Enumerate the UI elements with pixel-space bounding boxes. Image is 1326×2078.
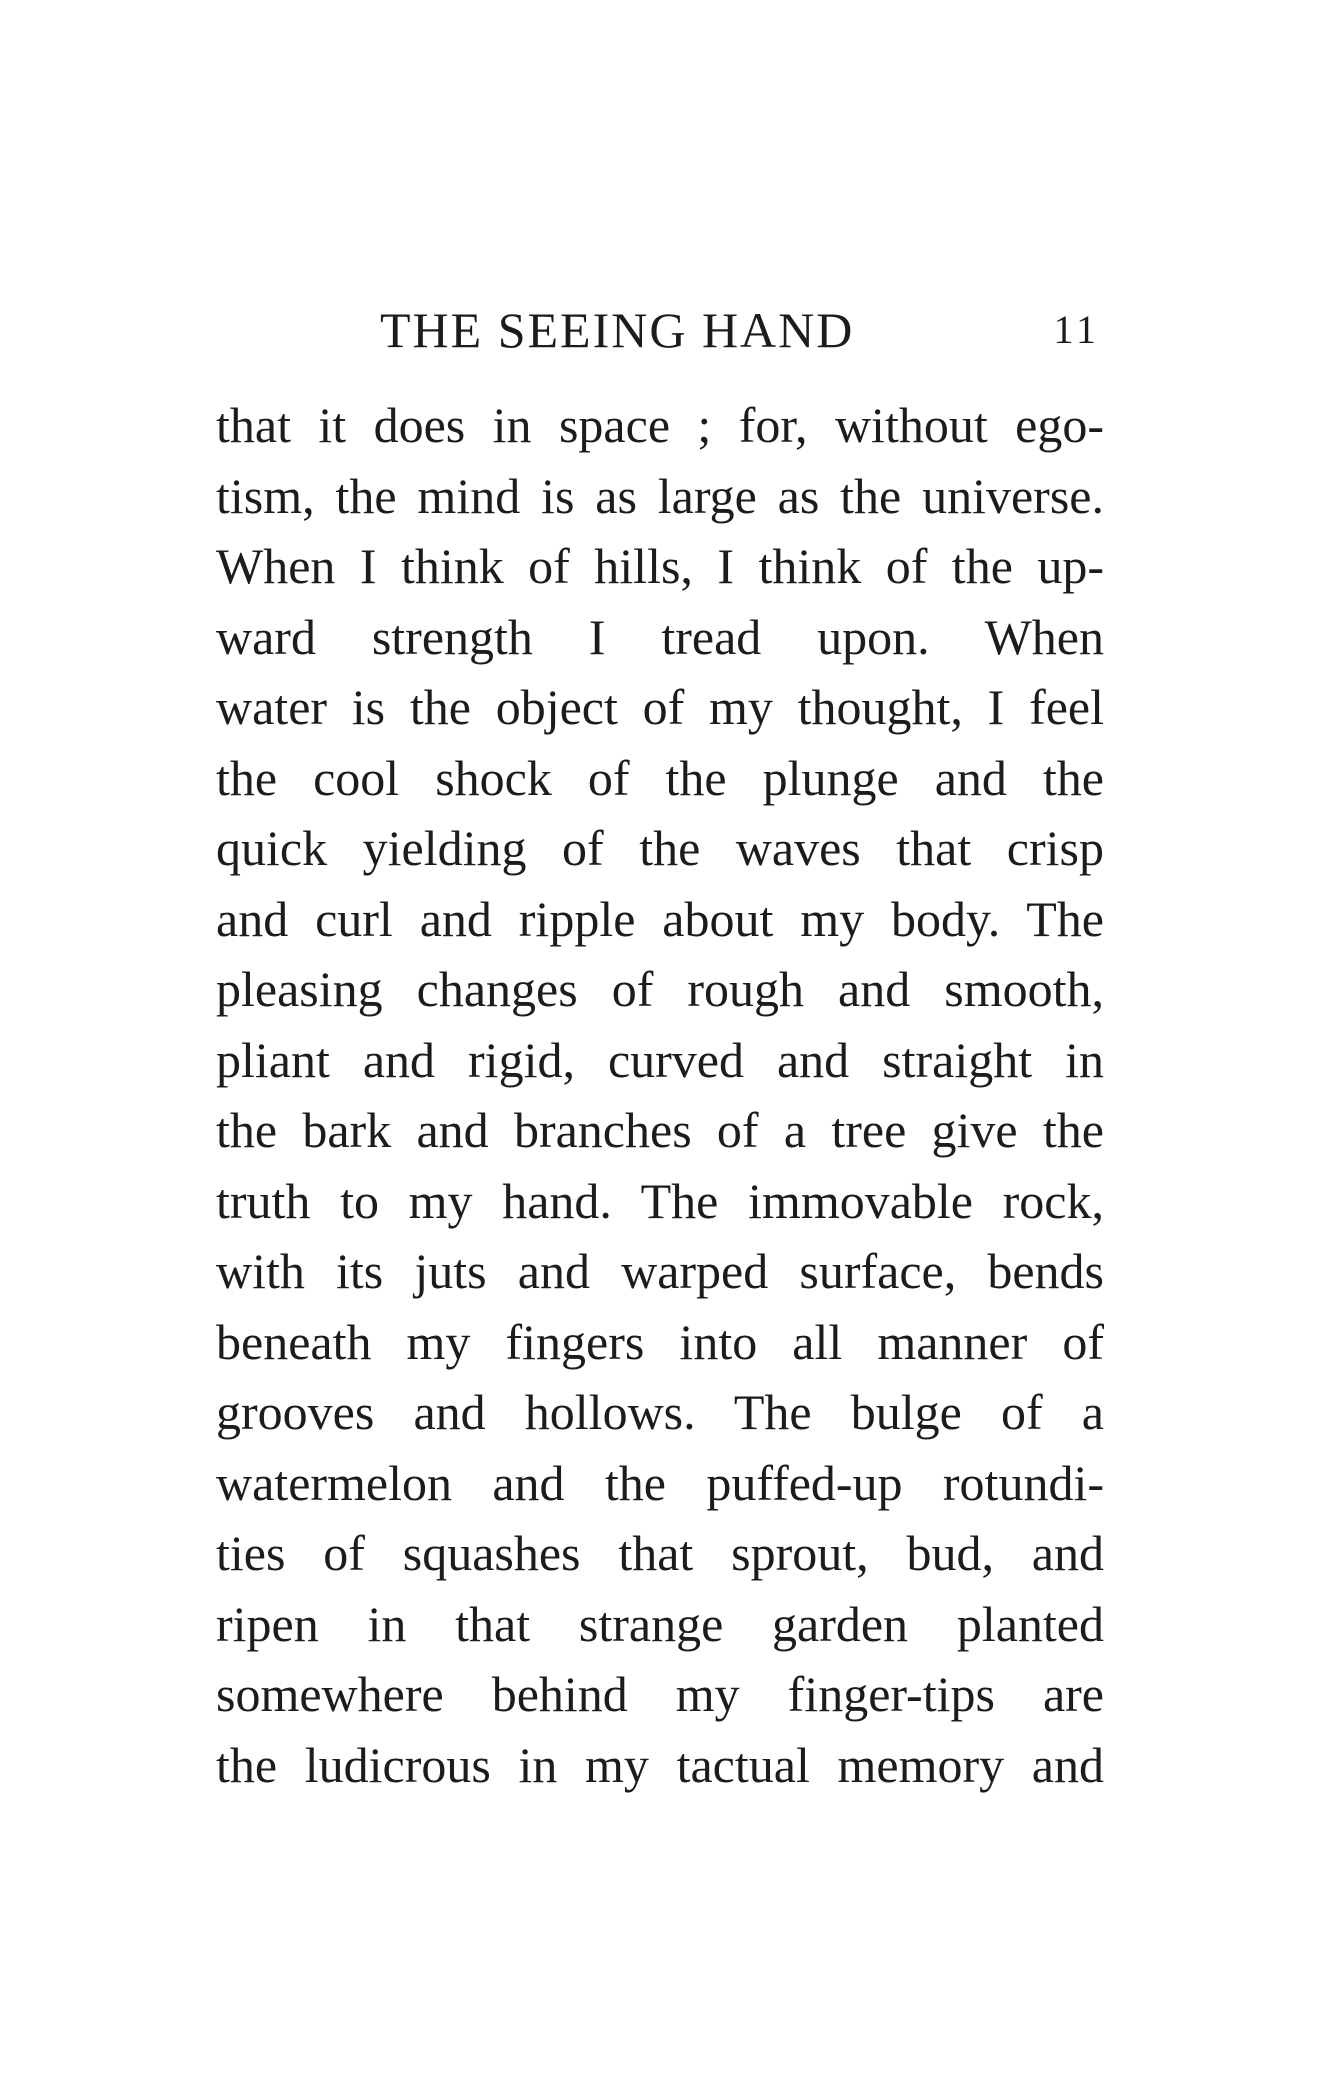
text-line: pleasing changes of rough and smooth, [216, 961, 1104, 1017]
text-line: pliant and rigid, curved and straight in [216, 1031, 1104, 1088]
running-title: THE SEEING HAND [380, 302, 855, 358]
text-line: truth to my hand. The immovable rock, [216, 1172, 1104, 1229]
text-line: ties of squashes that sprout, bud, and [216, 1525, 1104, 1581]
text-line: the ludicrous in my tactual memory and [216, 1736, 1104, 1793]
text-line: tism, the mind is as large as the universe. [216, 467, 1104, 524]
text-line: the bark and branches of a tree give the [216, 1102, 1104, 1158]
body-text [216, 390, 1104, 1800]
text-line: ripen in that strange garden planted [216, 1595, 1104, 1652]
text-line: watermelon and the puffed-up rotundi- [216, 1454, 1104, 1511]
text-line: beneath my fingers into all manner of [216, 1313, 1104, 1370]
page-number: 11 [1053, 307, 1100, 352]
text-line: with its juts and warped surface, bends [216, 1243, 1104, 1299]
text-line: that it does in space ; for, without ego- [216, 397, 1104, 453]
text-line: the cool shock of the plunge and the [216, 749, 1104, 806]
text-line: ward strength I tread upon. When [216, 608, 1104, 665]
running-head [380, 295, 1120, 365]
text-line: somewhere behind my finger-tips are [216, 1666, 1104, 1722]
text-line: and curl and ripple about my body. The [216, 890, 1104, 947]
text-line: When I think of hills, I think of the up- [216, 538, 1104, 594]
text-line: grooves and hollows. The bulge of a [216, 1384, 1104, 1440]
text-line: water is the object of my thought, I feel [216, 679, 1104, 735]
text-line: quick yielding of the waves that crisp [216, 820, 1104, 876]
